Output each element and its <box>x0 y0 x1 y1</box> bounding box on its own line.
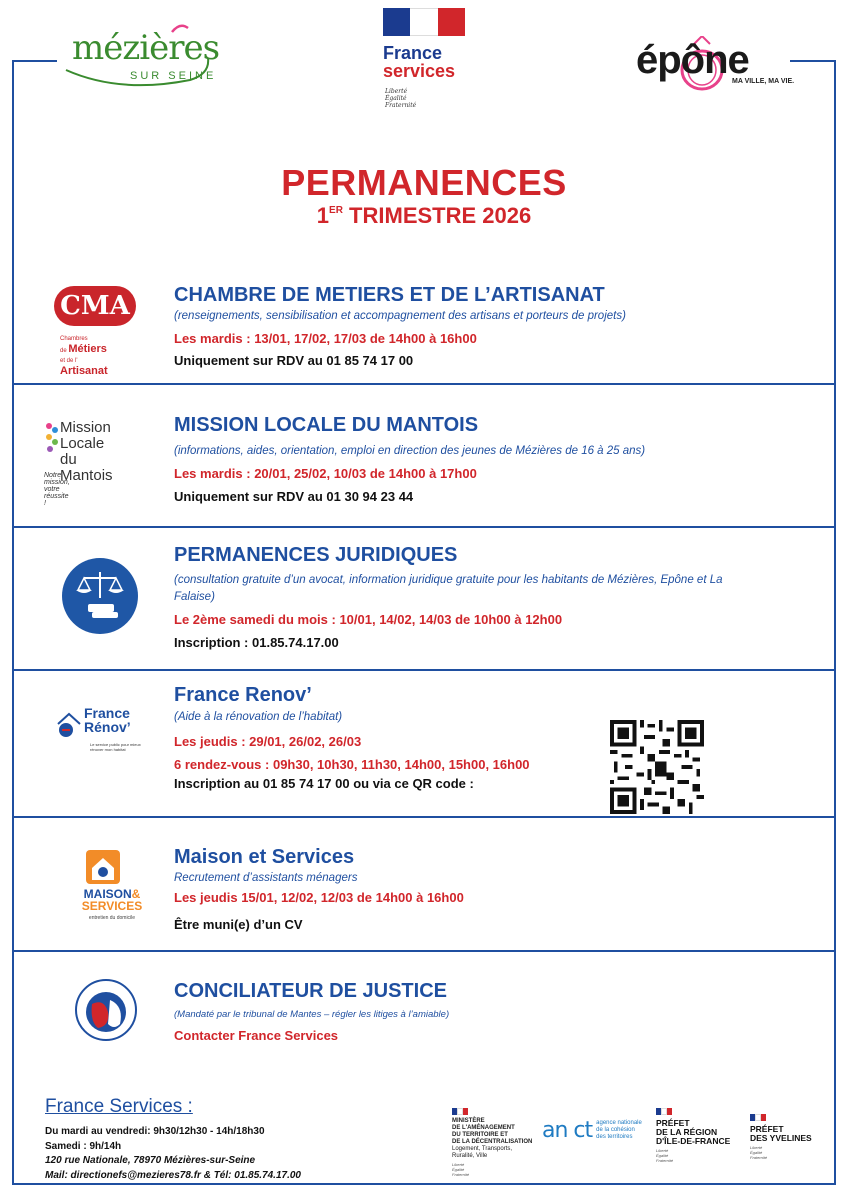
section-info: Inscription au 01 85 74 17 00 ou via ce QR code : <box>174 776 474 791</box>
justice-icon <box>62 558 138 634</box>
fs-motto <box>385 88 416 109</box>
section-dates: Le 2ème samedi du mois : 10/01, 14/02, 14/03 de 10h00 à 12h00 <box>174 612 563 627</box>
min-sub1: Logement, Transports, <box>452 1146 513 1152</box>
section-dates: Les mardis : 20/01, 25/02, 10/03 de 14h00 à 17h00 <box>174 466 477 481</box>
maison-house-icon <box>86 850 120 884</box>
section-dates: Les jeudis 15/01, 12/02, 12/03 de 14h00 à 16h00 <box>174 890 464 905</box>
anct-line3: des territoires <box>596 1134 633 1140</box>
cma-mark: CMA <box>54 286 136 326</box>
motto-3: Fraternité <box>452 1172 470 1177</box>
page-title: PERMANENCES <box>281 162 567 203</box>
mezieres-sub: SUR SEINE <box>130 70 217 82</box>
cma-prefix2: et de l' <box>60 358 78 364</box>
frame-bottom <box>12 1183 836 1185</box>
house-icon <box>54 710 84 740</box>
min-line4: DE LA DÉCENTRALISATION <box>452 1139 533 1145</box>
prefet-yvelines-name <box>750 1125 812 1143</box>
anct-line1: agence nationale <box>596 1120 642 1126</box>
footer-saturday: Samedi : 9h/14h <box>45 1140 122 1152</box>
section-desc: (Mandaté par le tribunal de Mantes – régler les litiges à l’amiable) <box>174 1009 450 1020</box>
section-france-renov <box>14 684 834 814</box>
motto-3: Fraternité <box>750 1155 768 1160</box>
section-mission-locale <box>14 412 834 522</box>
section-desc: (consultation gratuite d’un avocat, information juridique gratuite pour les habitants de Mézières, Epône et La Falaise) <box>174 574 723 603</box>
subtitle-sup: ER <box>329 205 343 216</box>
section-title: France Renov’ <box>174 684 312 706</box>
section-cma <box>14 280 834 380</box>
section-info: Inscription : 01.85.74.17.00 <box>174 635 339 650</box>
conciliateur-badge-icon <box>74 978 138 1042</box>
motto-3: Fraternité <box>656 1158 674 1163</box>
mezieres-name: mézières <box>72 28 220 68</box>
section-title: CONCILIATEUR DE JUSTICE <box>174 980 447 1002</box>
ml-line1: Mission Locale <box>60 419 111 452</box>
france-renov-tagline: Le service public pour mieux rénover mon habitat <box>90 742 141 752</box>
section-maison-services <box>14 830 834 945</box>
pidf-line1: PRÉFET <box>656 1118 690 1128</box>
maison-services-name <box>70 888 154 924</box>
fr-line2: Rénov’ <box>84 719 131 735</box>
marianne-flag-icon <box>656 1108 672 1115</box>
section-desc: Recrutement d’assistants ménagers <box>174 872 358 884</box>
fs-line2: services <box>383 61 456 81</box>
section-desc: (renseignements, sensibilisation et accompagnement des artisans et porteurs de projets) <box>174 310 626 322</box>
marianne-flag-icon <box>750 1114 766 1121</box>
cma-line3: Artisanat <box>60 365 108 377</box>
epone-tagline: MA VILLE, MA VIE. <box>732 78 795 85</box>
fr-line1: France <box>84 705 130 721</box>
section-dates: Les jeudis : 29/01, 26/02, 26/03 <box>174 734 362 749</box>
motto-1: Liberté <box>656 1148 669 1153</box>
prefet-idf-name <box>656 1119 730 1146</box>
partner-anct <box>542 1118 642 1143</box>
contact-france-services: Contacter France Services <box>174 1028 339 1043</box>
divider <box>12 383 836 385</box>
section-info: Uniquement sur RDV au 01 30 94 23 44 <box>174 489 414 504</box>
ministere-motto <box>452 1162 532 1177</box>
epone-name: épône <box>636 38 749 82</box>
subtitle-rest: TRIMESTRE 2026 <box>342 203 532 228</box>
ministere-sub <box>452 1146 532 1160</box>
partner-ministere <box>452 1108 532 1177</box>
mission-locale-circles-icon <box>44 420 60 456</box>
motto-1: Liberté <box>452 1162 465 1167</box>
motto-1: Liberté <box>750 1145 763 1150</box>
footer-address: 120 rue Nationale, 78970 Mézières-sur-Seine <box>45 1155 256 1166</box>
section-dates: Les mardis : 13/01, 17/02, 17/03 de 14h00 à 16h00 <box>174 331 477 346</box>
cma-line1: Chambres <box>60 336 88 342</box>
anct-mark: an ct <box>542 1118 593 1143</box>
marianne-flag-icon <box>452 1108 468 1115</box>
cma-logo-text <box>60 334 108 378</box>
partner-prefet-idf <box>656 1108 730 1163</box>
min-line1: MINISTÈRE <box>452 1118 485 1124</box>
ml-line2: du Mantois <box>60 451 113 484</box>
motto-2: Égalité <box>656 1153 669 1158</box>
frame-top-right <box>790 60 836 62</box>
footer-contact[interactable]: Mail: directionefs@mezieres78.fr & Tél: 01.85.74.17.00 <box>45 1169 301 1181</box>
ms-small: entretien du domicile <box>88 915 136 921</box>
mezieres-logo <box>60 22 220 92</box>
section-appointments: 6 rendez-vous : 09h30, 10h30, 11h30, 14h00, 15h00, 16h00 <box>174 757 530 772</box>
min-line2: DE L'AMÉNAGEMENT <box>452 1125 515 1131</box>
france-services-title <box>383 44 455 80</box>
section-desc: (Aide à la rénovation de l’habitat) <box>174 711 343 723</box>
section-title: PERMANENCES JURIDIQUES <box>174 544 458 566</box>
epone-logo <box>636 30 796 100</box>
page-subtitle <box>0 203 848 229</box>
conciliateur-logo <box>74 978 138 1047</box>
section-title: CHAMBRE DE METIERS ET DE L’ARTISANAT <box>174 284 605 306</box>
motto-2: Égalité <box>750 1150 763 1155</box>
py-line2: DES YVELINES <box>750 1133 812 1143</box>
min-sub2: Ruralité, Ville <box>452 1153 488 1159</box>
footer-info <box>45 1125 301 1183</box>
ministere-name <box>452 1118 532 1146</box>
fs-motto-2: Égalité <box>385 95 407 102</box>
ms-amp: & <box>131 887 141 901</box>
frame-top-left <box>12 60 57 62</box>
fs-motto-3: Fraternité <box>385 102 417 109</box>
cma-prefix1: de <box>60 348 67 354</box>
france-renov-name <box>84 706 131 734</box>
scales-icon <box>62 558 138 634</box>
section-info: Être muni(e) d’un CV <box>174 917 303 932</box>
section-conciliateur <box>14 970 834 1070</box>
footer-hours: Du mardi au vendredi: 9h30/12h30 - 14h/18h30 <box>45 1126 265 1137</box>
prefet-idf-motto <box>656 1148 730 1163</box>
france-services-logo <box>383 8 473 108</box>
fs-line1: France <box>383 43 443 63</box>
py-line1: PRÉFET <box>750 1124 784 1134</box>
anct-line2: de la cohésion <box>596 1127 635 1133</box>
section-title: MISSION LOCALE DU MANTOIS <box>174 414 479 436</box>
section-juridique <box>14 542 834 662</box>
divider <box>12 816 836 818</box>
mission-locale-tagline: Notre mission, votre réussite ! <box>44 472 70 507</box>
ms-line2: SERVICES <box>81 899 143 913</box>
footer-title: France Services : <box>45 1096 193 1117</box>
cma-line2: Métiers <box>68 343 107 355</box>
divider <box>12 669 836 671</box>
partner-prefet-yvelines <box>750 1114 812 1160</box>
anct-text <box>596 1120 642 1141</box>
section-desc: (informations, aides, orientation, emploi en direction des jeunes de Mézières de 16 à 25 ans) <box>174 445 646 457</box>
divider <box>12 526 836 528</box>
ms-line1: MAISON <box>83 887 132 901</box>
qr-code[interactable] <box>610 720 704 814</box>
pidf-line3: D'ÎLE-DE-FRANCE <box>656 1136 731 1146</box>
min-line3: DU TERRITOIRE ET <box>452 1132 508 1138</box>
marianne-flag-icon <box>383 8 465 36</box>
motto-2: Égalité <box>452 1167 465 1172</box>
subtitle-num: 1 <box>316 203 330 228</box>
prefet-yvelines-motto <box>750 1145 812 1160</box>
section-title: Maison et Services <box>174 846 355 868</box>
pidf-line2: DE LA RÉGION <box>656 1127 718 1137</box>
section-info: Uniquement sur RDV au 01 85 74 17 00 <box>174 353 414 368</box>
fs-motto-1: Liberté <box>385 88 408 95</box>
divider <box>12 950 836 952</box>
